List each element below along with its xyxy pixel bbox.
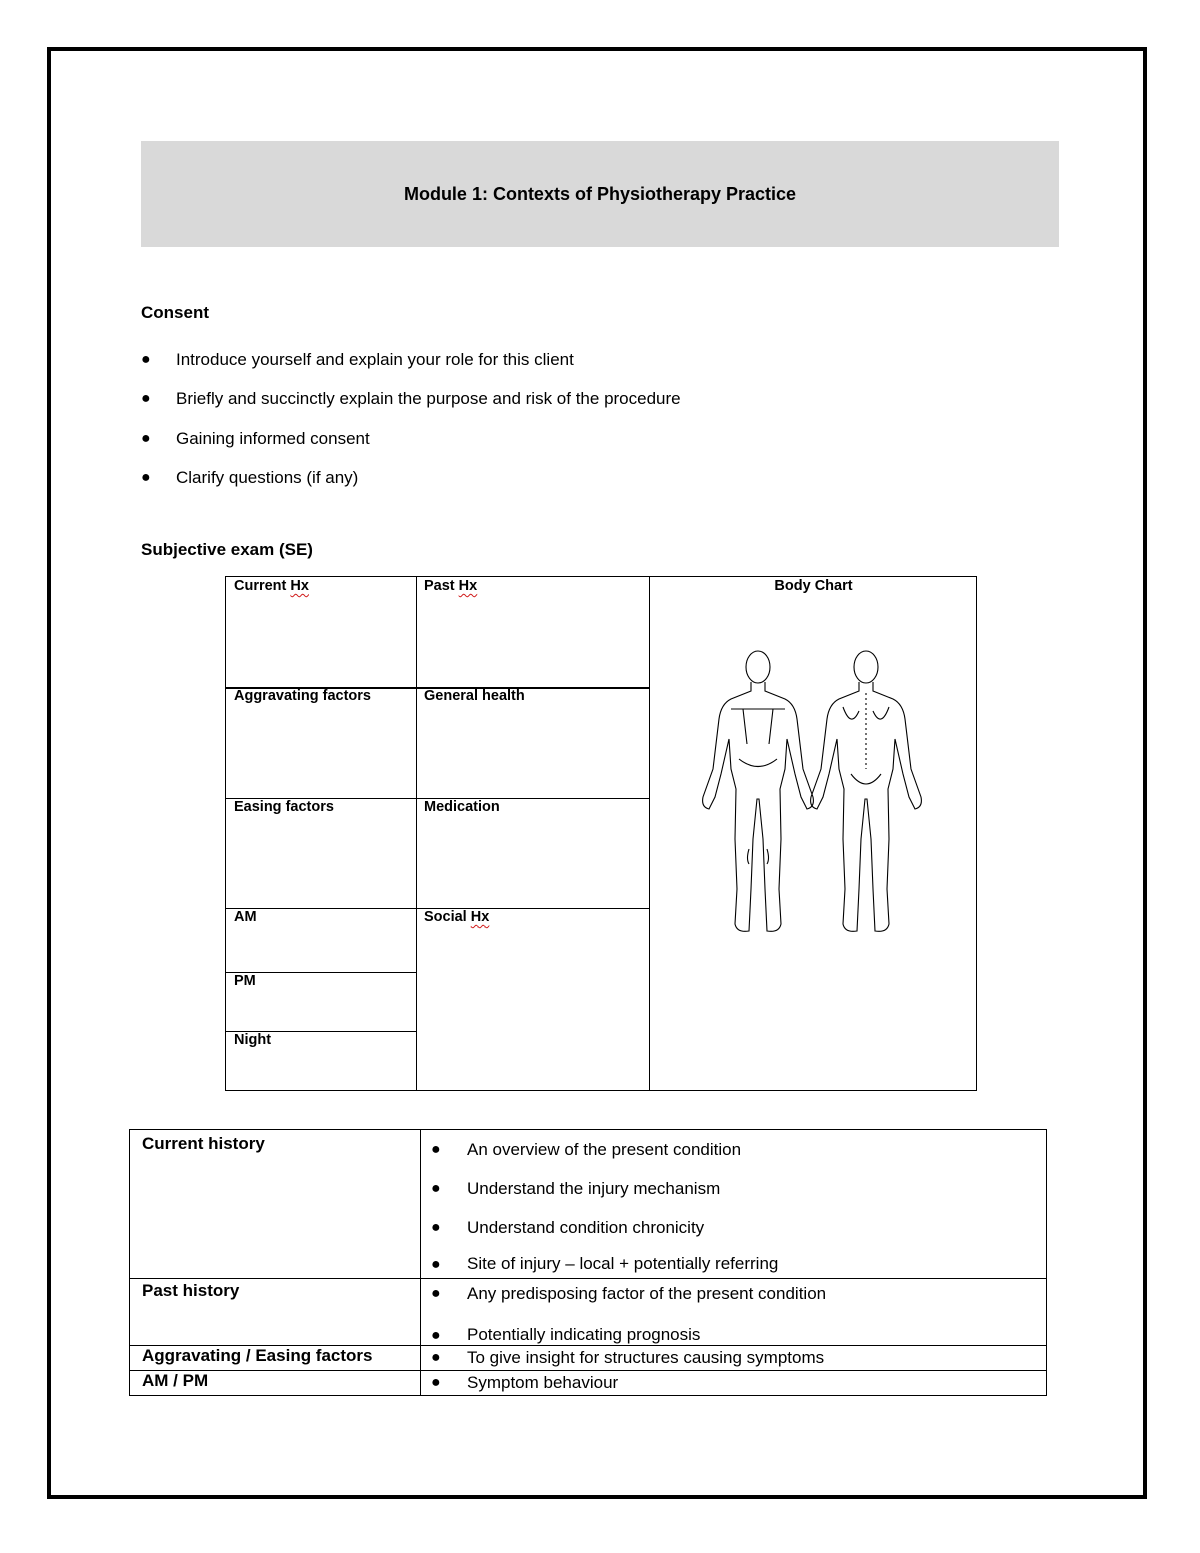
subjective-exam-form <box>225 576 977 1091</box>
bullet-icon: ● <box>141 469 151 487</box>
bullet-icon: ● <box>141 350 151 368</box>
night-label: Night <box>234 1032 272 1048</box>
list-item <box>421 1279 1046 1309</box>
list-item-text: Briefly and succinctly explain the purpose and risk of the procedure <box>176 389 681 409</box>
grid-line <box>649 577 650 1090</box>
list-item <box>141 459 681 499</box>
row-items <box>421 1130 1047 1279</box>
page-title: Module 1: Contexts of Physiotherapy Practice <box>403 183 797 204</box>
medication-label: Medication <box>424 799 500 815</box>
list-item-text: Clarify questions (if any) <box>176 468 359 488</box>
row-items <box>421 1279 1047 1346</box>
bullet-icon: ● <box>141 429 151 447</box>
list-item <box>421 1371 1046 1395</box>
bullet-icon: ● <box>431 1256 441 1273</box>
list-item <box>421 1130 1046 1169</box>
list-item <box>141 419 681 459</box>
row-label: Aggravating / Easing factors <box>130 1346 421 1371</box>
past-hx-label: Past Hx <box>424 578 478 594</box>
list-item-text: Any predisposing factor of the present condition <box>467 1284 827 1303</box>
list-item-text: Gaining informed consent <box>176 428 370 448</box>
aggravating-factors-field[interactable] <box>226 687 379 705</box>
table-row <box>130 1371 1047 1396</box>
past-hx-field[interactable] <box>416 577 485 595</box>
pm-field[interactable] <box>226 972 264 990</box>
bullet-icon: ● <box>431 1179 441 1197</box>
list-item <box>141 340 681 380</box>
bullet-icon: ● <box>431 1374 441 1391</box>
table-row <box>130 1346 1047 1371</box>
bullet-icon: ● <box>431 1218 441 1236</box>
row-label: AM / PM <box>130 1371 421 1396</box>
list-item <box>421 1247 1046 1274</box>
easing-factors-field[interactable] <box>226 798 342 816</box>
general-health-label: General health <box>424 688 525 704</box>
list-item <box>421 1309 1046 1345</box>
table-row <box>130 1279 1047 1346</box>
bullet-icon: ● <box>141 390 151 408</box>
easing-label: Easing factors <box>234 799 334 815</box>
row-label: Current history <box>130 1130 421 1279</box>
subjective-heading: Subjective exam (SE) <box>141 540 313 559</box>
bullet-icon: ● <box>431 1349 441 1366</box>
bullet-icon: ● <box>431 1140 441 1158</box>
list-item-text: Introduce yourself and explain your role for this client <box>176 349 574 369</box>
list-item <box>141 380 681 420</box>
general-health-field[interactable] <box>416 687 533 705</box>
list-item <box>421 1346 1046 1370</box>
list-item-text: Understand condition chronicity <box>467 1217 705 1237</box>
am-label: AM <box>234 909 257 925</box>
list-item-text: Understand the injury mechanism <box>467 1178 721 1198</box>
bullet-icon: ● <box>431 1285 441 1302</box>
social-hx-field[interactable] <box>416 908 497 926</box>
list-item-text: An overview of the present condition <box>467 1139 742 1159</box>
table-row <box>130 1130 1047 1279</box>
list-item <box>421 1208 1046 1247</box>
pm-label: PM <box>234 973 256 989</box>
am-field[interactable] <box>226 908 265 926</box>
consent-list <box>141 340 681 498</box>
list-item-text: Potentially indicating prognosis <box>467 1325 701 1344</box>
list-item-text: To give insight for structures causing symptoms <box>467 1348 825 1367</box>
row-items <box>421 1371 1047 1396</box>
list-item-text: Site of injury – local + potentially referring <box>467 1254 779 1273</box>
consent-heading: Consent <box>141 303 209 322</box>
back-body-figure <box>811 651 922 931</box>
bullet-icon: ● <box>431 1327 441 1344</box>
front-body-figure <box>703 651 814 931</box>
current-hx-field[interactable] <box>226 577 317 595</box>
title-banner <box>141 141 1059 247</box>
body-chart-title: Body Chart <box>774 578 853 594</box>
night-field[interactable] <box>226 1031 279 1049</box>
list-item-text: Symptom behaviour <box>467 1373 619 1392</box>
list-item <box>421 1169 1046 1208</box>
aggravating-label: Aggravating factors <box>234 688 371 704</box>
grid-line <box>416 577 417 1090</box>
row-label: Past history <box>130 1279 421 1346</box>
body-chart-figures[interactable] <box>691 649 931 939</box>
current-hx-label: Current Hx <box>234 578 309 594</box>
row-items <box>421 1346 1047 1371</box>
summary-table <box>129 1129 1047 1396</box>
social-hx-label: Social Hx <box>424 909 490 925</box>
medication-field[interactable] <box>416 798 508 816</box>
